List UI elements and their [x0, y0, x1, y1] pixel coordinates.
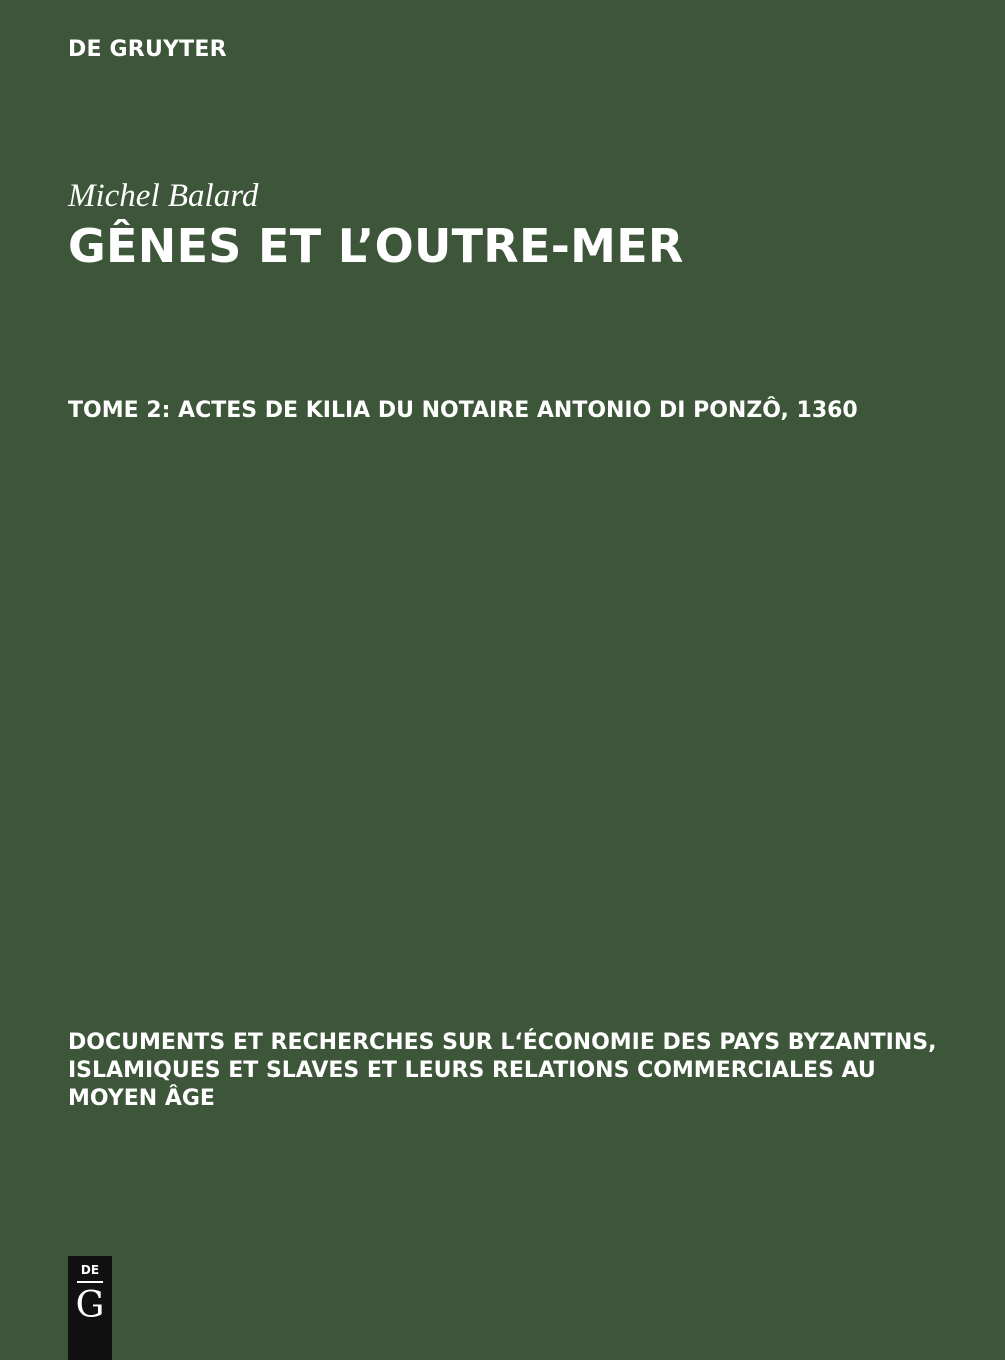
publisher-name: DE GRUYTER	[68, 37, 227, 62]
de-gruyter-logo	[68, 1256, 112, 1360]
series-title-line: MOYEN ÂGE	[68, 1086, 215, 1111]
series-title-line: DOCUMENTS ET RECHERCHES SUR L‘ÉCONOMIE DES PAYS BYZANTINS,	[68, 1030, 937, 1055]
author-name: Michel Balard	[68, 178, 259, 214]
logo-de-text: DE	[80, 1263, 100, 1277]
logo-g-letter: G	[75, 1285, 105, 1326]
logo-divider	[77, 1281, 103, 1283]
series-title	[68, 1029, 948, 1113]
series-title-line: ISLAMIQUES ET SLAVES ET LEURS RELATIONS COMMERCIALES AU	[68, 1058, 876, 1083]
book-title: GÊNES ET L’OUTRE-MER	[68, 219, 684, 273]
volume-subtitle: TOME 2: ACTES DE KILIA DU NOTAIRE ANTONIO DI PONZÔ, 1360	[68, 398, 858, 423]
